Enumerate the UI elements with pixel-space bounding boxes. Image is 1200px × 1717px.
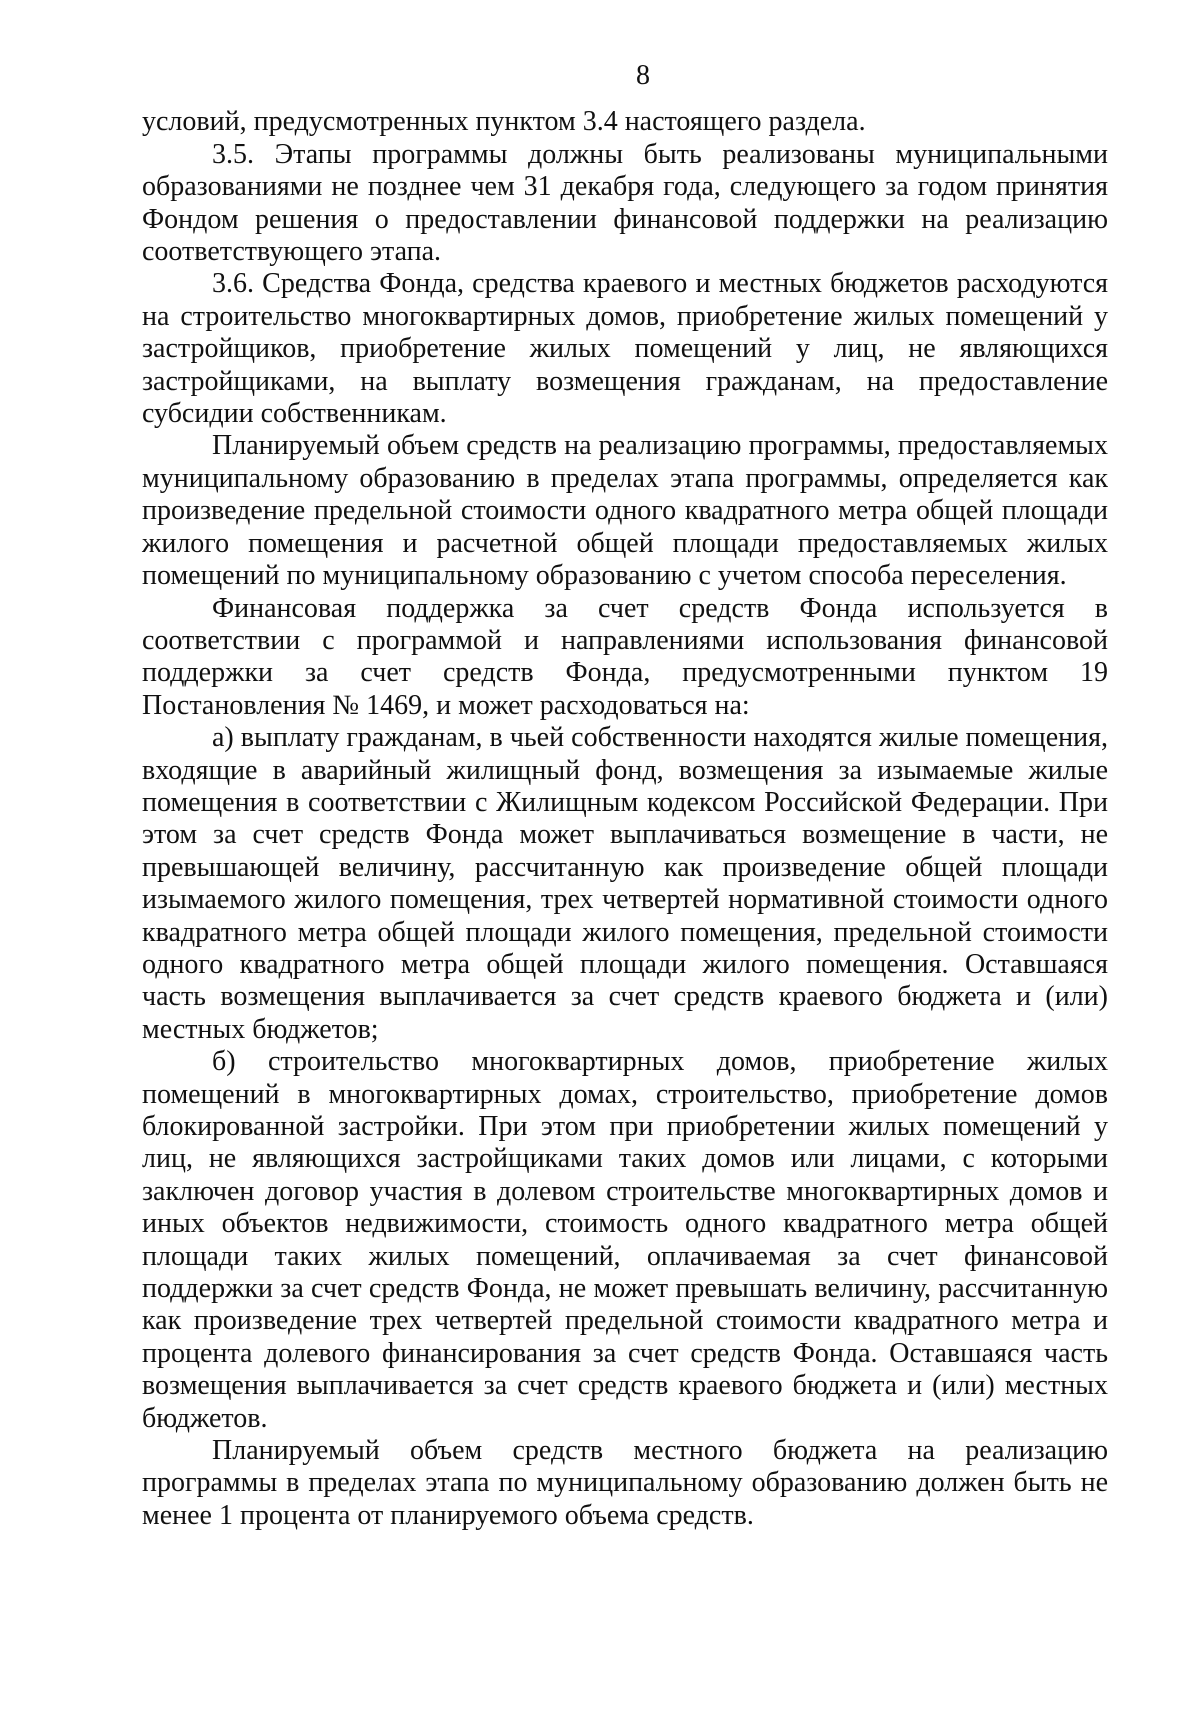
paragraph-3-6: 3.6. Средства Фонда, средства краевого и местных бюджетов расходуются на строительство многоквартирных домов, приобретение жилых помещений у застройщиков, приобретение жилых помещений у лиц, не являющихся застройщиками, на выплату возмещения гражданам, на предоставление субсидии собственникам. — [142, 268, 1108, 430]
paragraph-item-b: б) строительство многоквартирных домов, приобретение жилых помещений в многоквартирных домах, строительство, приобретение домов блокированной застройки. При этом при приобретении жилых помещений у лиц, не являющихся застройщиками таких домов или лицами, с которыми заключен договор участия в долевом строительстве многоквартирных домов и иных объектов недвижимости, стоимость одного квадратного метра общей площади таких жилых помещений, оплачиваемая за счет финансовой поддержки за счет средств Фонда, не может превышать величину, рассчитанную как произведение трех четвертей предельной стоимости квадратного метра и процента долевого финансирования за счет средств Фонда. Оставшаяся часть возмещения выплачивается за счет средств краевого бюджета и (или) местных бюджетов. — [142, 1046, 1108, 1434]
paragraph-3-5: 3.5. Этапы программы должны быть реализованы муниципальными образованиями не позднее чем 31 декабря года, следующего за годом принятия Фондом решения о предоставлении финансовой поддержки на реализацию соответствующего этапа. — [142, 138, 1108, 268]
paragraph-financial-support: Финансовая поддержка за счет средств Фонда используется в соответствии с программой и направлениями использования финансовой поддержки за счет средств Фонда, предусмотренными пунктом 19 Постановления № 1469, и может расходоваться на: — [142, 592, 1108, 721]
document-page — [142, 60, 1108, 1532]
paragraph-item-a: а) выплату гражданам, в чьей собственности находятся жилые помещения, входящие в аварийный жилищный фонд, возмещения за изымаемые жилые помещения в соответствии с Жилищным кодексом Российской Федерации. При этом за счет средств Фонда может выплачиваться возмещение в части, не превышающей величину, рассчитанную как произведение общей площади изымаемого жилого помещения, трех четвертей нормативной стоимости одного квадратного метра общей площади жилого помещения, предельной стоимости одного квадратного метра общей площади жилого помещения. Оставшаяся часть возмещения выплачивается за счет средств краевого бюджета и (или) местных бюджетов; — [142, 722, 1108, 1045]
page-number: 8 — [636, 60, 650, 91]
paragraph-continuation: условий, предусмотренных пунктом 3.4 настоящего раздела. — [142, 106, 866, 138]
paragraph-local-budget: Планируемый объем средств местного бюджета на реализацию программы в пределах этапа по муниципальному образованию должен быть не менее 1 процента от планируемого объема средств. — [142, 1435, 1108, 1531]
paragraph-planned-volume: Планируемый объем средств на реализацию программы, предоставляемых муниципальному образованию в пределах этапа программы, определяется как произведение предельной стоимости одного квадратного метра общей площади жилого помещения и расчетной общей площади предоставляемых жилых помещений по муниципальному образованию с учетом способа переселения. — [142, 430, 1108, 592]
